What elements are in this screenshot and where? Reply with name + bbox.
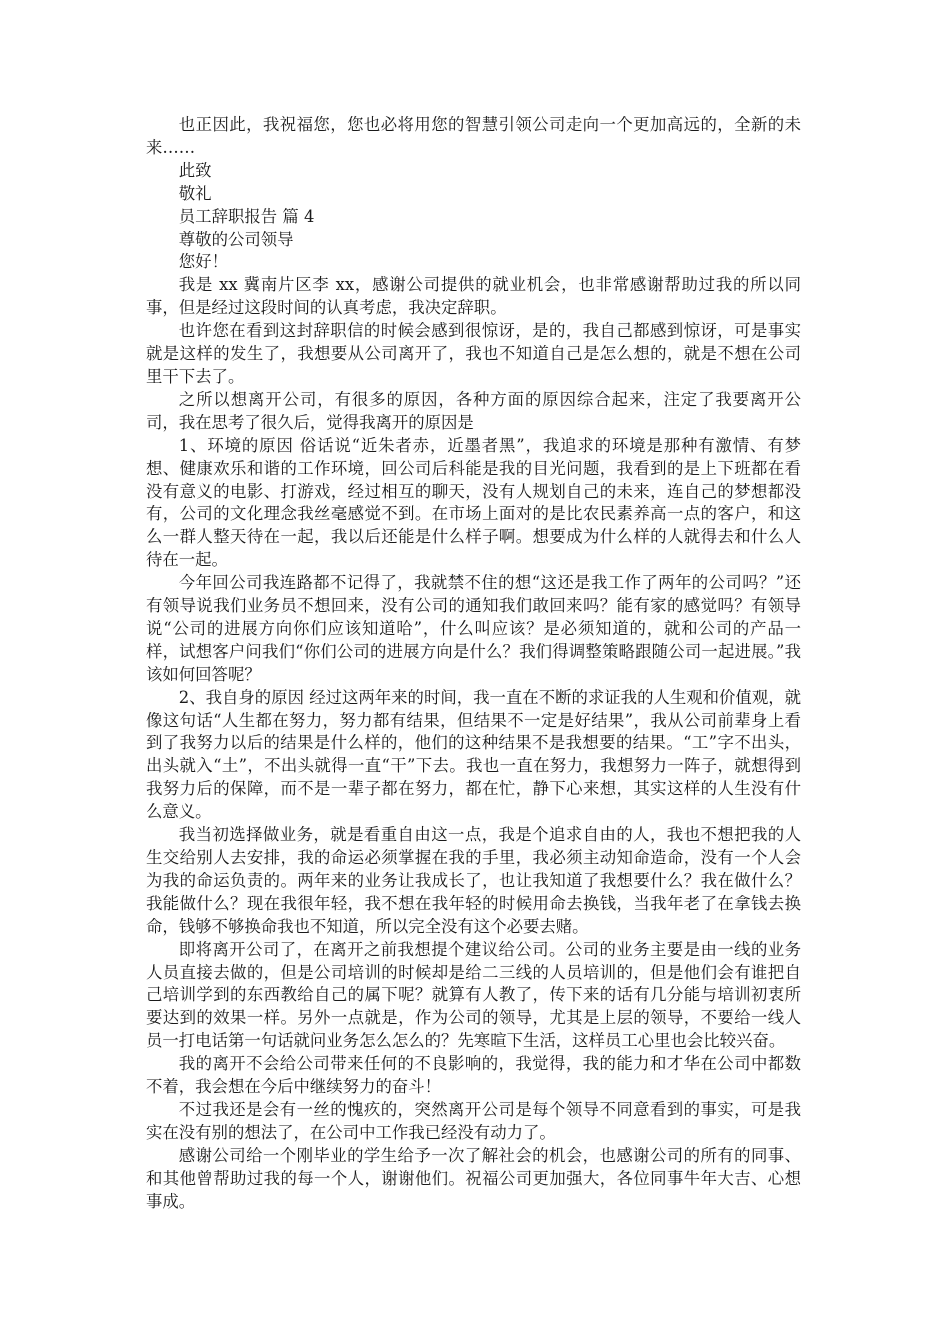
greeting: 您好！ — [178, 252, 228, 272]
paragraph-no-impact: 我的离开不会给公司带来任何的不良影响的，我觉得，我的能力和才华在公司中都数不着，我会想在今后中继续努力的奋斗！ — [146, 1054, 801, 1097]
section-heading: 员工辞职报告 篇 4 — [178, 206, 315, 226]
paragraph-freedom: 我当初选择做业务，就是看重自由这一点，我是个追求自由的人，我也不想把我的人生交给别人去安排，我的命运必须掌握在我的手里，我必须主动知命造命，没有一个人会为我的命运负责的。两年来的业务让我成长了，也让我知道了我想要什么？我在做什么？我能做什么？现在我很年轻，我不想在我年轻的时候用命去换钱，当我年老了在拿钱去换命，钱够不够换命我也不知道，所以完全没有这个必要去赌。 — [146, 825, 801, 936]
paragraph-intro: 我是 xx 冀南片区李 xx，感谢公司提供的就业机会，也非常感谢帮助过我的所以同事，但是经过这段时间的认真考虑，我决定辞职。 — [146, 275, 801, 318]
closing-line-jingli: 敬礼 — [178, 183, 212, 203]
paragraph-reasons: 之所以想离开公司，有很多的原因，各种方面的原因综合起来，注定了我要离开公司，我在思考了很久后，觉得我离开的原因是 — [146, 389, 801, 432]
document-body — [146, 114, 801, 1214]
paragraph-blessing: 也正因此，我祝福您，您也必将用您的智慧引领公司走向一个更加高远的，全新的未来…… — [146, 115, 801, 157]
salutation: 尊敬的公司领导 — [178, 229, 294, 249]
paragraph-company-return: 今年回公司我连路都不记得了，我就禁不住的想“这还是我工作了两年的公司吗？”还有领导说我们业务员不想回来，没有公司的通知我们敢回来吗？能有家的感觉吗？有领导说“公司的进展方向你们应该知道哈”，什么叫应该？是必须知道的，就和公司的产品一样，试想客户问我们“你们公司的进展方向是什么？我们得调整策略跟随公司一起进展。”我该如何回答呢？ — [146, 573, 801, 684]
paragraph-suggestion: 即将离开公司了，在离开之前我想提个建议给公司。公司的业务主要是由一线的业务人员直接去做的，但是公司培训的时候却是给二三线的人员培训的，但是他们会有谁把自己培训学到的东西教给自己的属下呢？就算有人教了，传下来的话有几分能与培训初衷所要达到的效果一样。另外一点就是，作为公司的领导，尤其是上层的领导，不要给一线人员一打电话第一句话就问业务怎么怎么的？先寒暄下生活，这样员工心里也会比较兴奋。 — [146, 939, 801, 1051]
paragraph-environment: 1、环境的原因 俗话说“近朱者赤，近墨者黑”，我追求的环境是那种有激情、有梦想、健康欢乐和谐的工作环境，回公司后科能是我的目光问题，我看到的是上下班都在看没有意义的电影、打游戏，经过相互的聊天，没有人规划自己的未来，连自己的梦想都没有，公司的文化理念我丝毫感觉不到。在市场上面对的是比农民素养高一点的客户，和这么一群人整天待在一起，我以后还能是什么样子啊。想要成为什么样的人就得去和什么人待在一起。 — [146, 435, 801, 570]
paragraph-guilt: 不过我还是会有一丝的愧疚的，突然离开公司是每个领导不同意看到的事实，可是我实在没有别的想法了，在公司中工作我已经没有动力了。 — [146, 1099, 801, 1142]
paragraph-thanks: 感谢公司给一个刚毕业的学生给予一次了解社会的机会，也感谢公司的所有的同事、和其他曾帮助过我的每一个人，谢谢他们。祝福公司更加强大，各位同事牛年大吉、心想事成。 — [146, 1145, 801, 1211]
paragraph-surprise: 也许您在看到这封辞职信的时候会感到很惊讶，是的，我自己都感到惊讶，可是事实就是这样的发生了，我想要从公司离开了，我也不知道自己是怎么想的，就是不想在公司里干下去了。 — [146, 321, 801, 386]
closing-line-cizhi: 此致 — [178, 160, 212, 180]
paragraph-personal: 2、我自身的原因 经过这两年来的时间，我一直在不断的求证我的人生观和价值观，就像这句话“人生都在努力，努力都有结果，但结果不一定是好结果”，我从公司前辈身上看到了我努力以后的结果是什么样的，他们的这种结果不是我想要的结果。“工”字不出头，出头就入“土”，不出头就得一直“干”下去。我也一直在努力，我想努力一阵子，就想得到我努力后的保障，而不是一辈子都在努力，都在忙，静下心来想，其实这样的人生没有什么意义。 — [146, 687, 801, 822]
